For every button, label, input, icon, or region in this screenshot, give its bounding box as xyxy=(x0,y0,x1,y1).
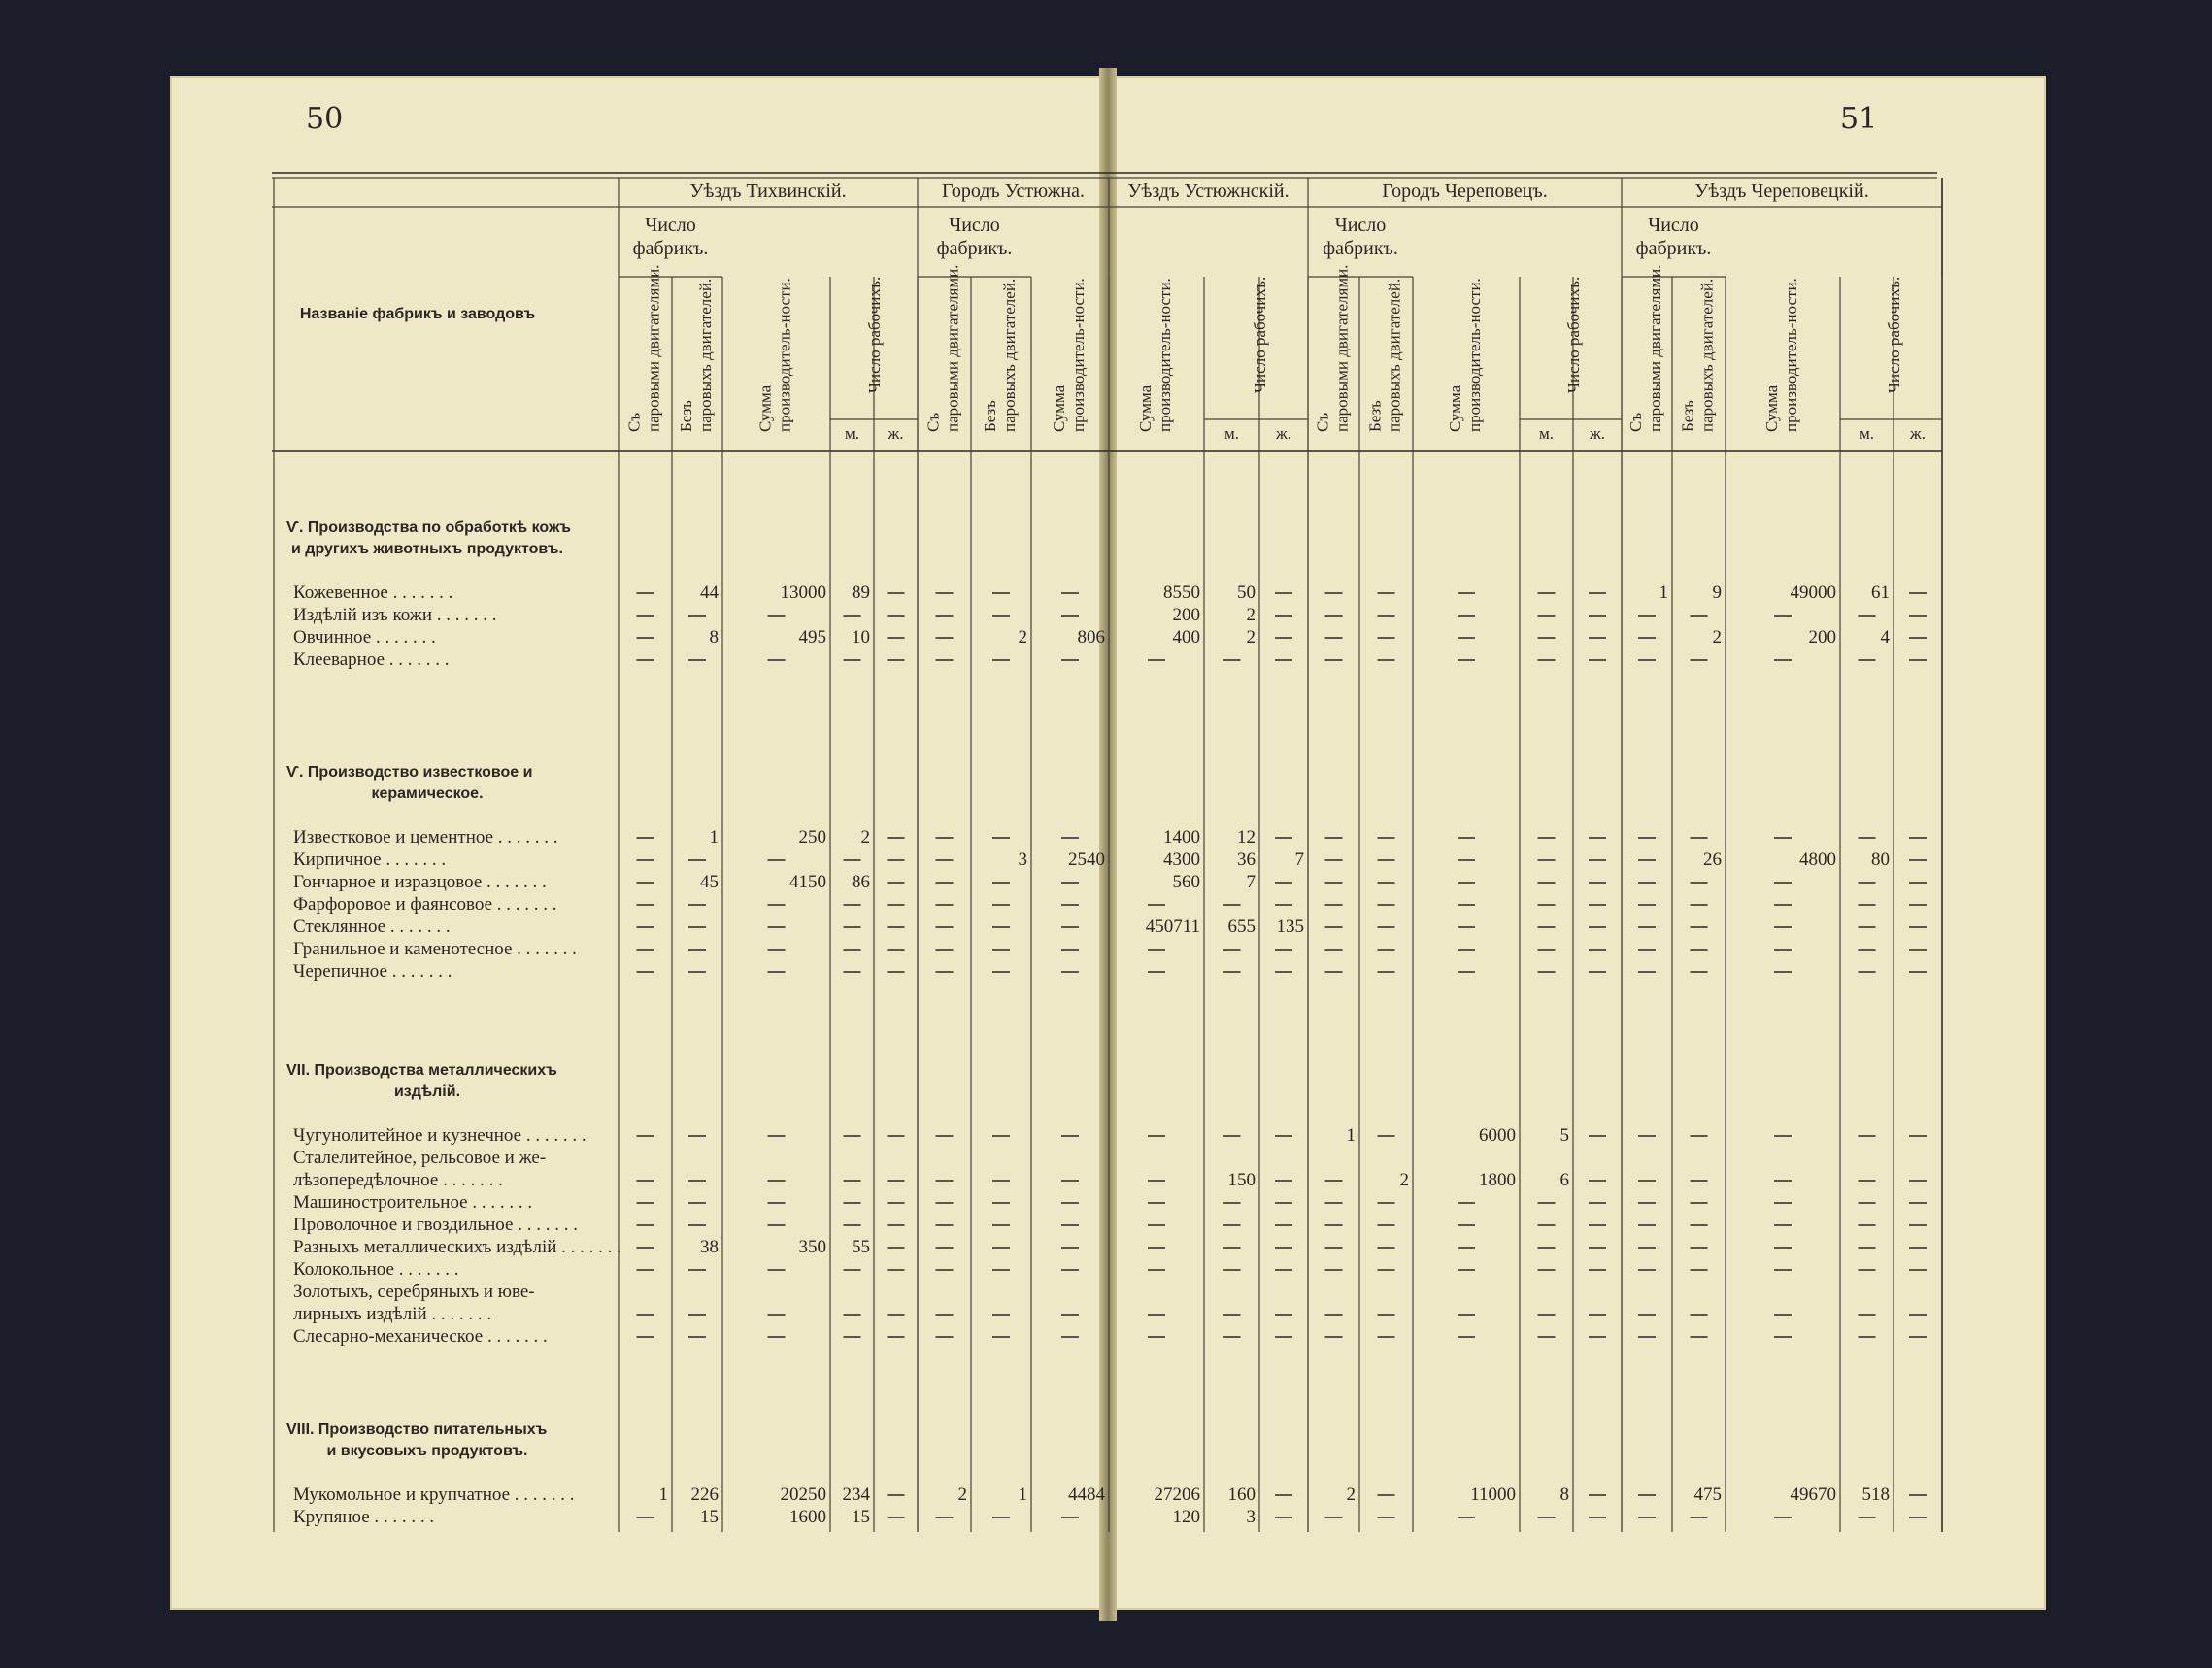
table-cell: 2540 xyxy=(1068,850,1105,870)
row-label: Сталелитейное, рельсовое и же- xyxy=(293,1148,547,1168)
row-label: Издѣлій изъ кожи . . . . . . . xyxy=(293,605,497,625)
table-cell: 4300 xyxy=(1163,850,1200,870)
row-label: Черепичное . . . . . . . xyxy=(293,961,452,982)
table-cell: 3 xyxy=(1246,1507,1256,1527)
no-steam-header: Безъ xyxy=(1365,400,1385,432)
table-cell: 8 xyxy=(1559,1485,1569,1505)
output-sum-header: производитель-ности. xyxy=(775,278,794,432)
row-label: Гранильное и каменотесное . . . . . . . xyxy=(293,939,577,959)
table-cell: 234 xyxy=(842,1485,870,1505)
steam-engines-header: Съ xyxy=(624,412,644,432)
table-cell: 400 xyxy=(1172,627,1200,648)
row-label: лирныхъ издѣлій . . . . . . . xyxy=(293,1304,492,1324)
table-cell: 200 xyxy=(1172,605,1200,625)
table-cell: 8 xyxy=(709,627,719,648)
table-cell: 10 xyxy=(852,627,870,648)
table-cell: 1 xyxy=(1018,1485,1027,1505)
men-header: м. xyxy=(1223,424,1240,443)
table-cell: 1 xyxy=(709,827,719,848)
group-header: Городъ Череповецъ. xyxy=(1382,181,1548,202)
table-cell: 15 xyxy=(852,1507,870,1527)
steam-engines-header: Съ xyxy=(1626,412,1645,432)
row-label: Колокольное . . . . . . . xyxy=(293,1259,459,1280)
table-cell: 2 xyxy=(860,827,870,848)
page-number-right: 51 xyxy=(1840,102,1878,136)
no-steam-header: паровыхъ двигателей. xyxy=(696,278,715,432)
men-header: м. xyxy=(1859,424,1875,443)
steam-engines-header: паровыми двигателями. xyxy=(644,264,663,432)
table-cell: 12 xyxy=(1237,827,1256,848)
section-title: издѣлій. xyxy=(393,1084,461,1100)
table-cell: 50 xyxy=(1237,583,1256,603)
steam-engines-header: Съ xyxy=(1313,412,1332,432)
table-cell: 6000 xyxy=(1479,1125,1516,1146)
table-cell: 135 xyxy=(1276,917,1304,937)
output-sum-header: Сумма xyxy=(1446,384,1464,432)
row-label: Проволочное и гвоздильное . . . . . . . xyxy=(293,1215,578,1235)
row-label: Клееварное . . . . . . . xyxy=(293,650,450,670)
steam-engines-header: паровыми двигателями. xyxy=(1646,264,1664,432)
table-cell: 5 xyxy=(1559,1125,1569,1146)
section-title: Ѵ. Производство известковое и xyxy=(286,764,533,781)
table-cell: 61 xyxy=(1871,583,1890,603)
table-cell: 2 xyxy=(1018,627,1027,648)
output-sum-header: производитель-ности. xyxy=(1069,278,1088,432)
table-cell: 150 xyxy=(1227,1170,1256,1190)
table-cell: 2 xyxy=(957,1485,967,1505)
factories-header: Число xyxy=(645,215,696,236)
table-cell: 120 xyxy=(1172,1507,1200,1527)
workers-header: Число рабочихъ. xyxy=(865,276,884,393)
workers-header: Число рабочихъ. xyxy=(1251,276,1269,393)
output-sum-header: Сумма xyxy=(1050,384,1068,432)
no-steam-header: паровыхъ двигателей. xyxy=(1385,278,1404,432)
table-cell: 1600 xyxy=(789,1507,826,1527)
no-steam-header: Безъ xyxy=(677,400,695,432)
no-steam-header: паровыхъ двигателей. xyxy=(1697,278,1717,432)
factories-header: фабрикъ. xyxy=(1635,238,1712,259)
table-cell: 1 xyxy=(658,1485,668,1505)
table-cell: 250 xyxy=(798,827,826,848)
row-label: Разныхъ металлическихъ издѣлій . . . . . . . xyxy=(293,1237,621,1257)
table-cell: 518 xyxy=(1861,1485,1890,1505)
table-cell: 560 xyxy=(1172,872,1200,892)
row-label: Овчинное . . . . . . . xyxy=(293,627,436,648)
name-column-header: Названіе фабрикъ и заводовъ xyxy=(299,306,536,322)
no-steam-header: Безъ xyxy=(1678,400,1697,432)
table-cell: 36 xyxy=(1237,850,1256,870)
section-title: и другихъ животныхъ продуктовъ. xyxy=(291,541,563,557)
group-header: Уѣздъ Тихвинскій. xyxy=(689,181,847,202)
output-sum-header: производитель-ности. xyxy=(1465,278,1484,432)
section-title: и вкусовыхъ продуктовъ. xyxy=(326,1443,528,1459)
table-cell: 9 xyxy=(1712,583,1722,603)
table-cell: 4150 xyxy=(789,872,826,892)
output-sum-header: Сумма xyxy=(1136,384,1155,432)
row-label: Золотыхъ, серебряныхъ и юве- xyxy=(293,1282,535,1302)
table-cell: 7 xyxy=(1246,872,1256,892)
table-cell: 7 xyxy=(1294,850,1304,870)
steam-engines-header: паровыми двигателями. xyxy=(1332,264,1352,432)
table-cell: 80 xyxy=(1871,850,1890,870)
table-cell: 226 xyxy=(690,1485,719,1505)
group-header: Уѣздъ Устюжнскій. xyxy=(1127,181,1290,202)
row-label: лѣзопередѣлочное . . . . . . . xyxy=(293,1170,503,1190)
men-header: м. xyxy=(844,424,860,443)
factories-header: Число xyxy=(949,215,1000,236)
women-header: ж. xyxy=(888,424,904,443)
section-title: Ѵ. Производства по обработкѣ кожъ xyxy=(286,519,571,536)
table-cell: 2 xyxy=(1399,1170,1409,1190)
table-cell: 45 xyxy=(700,872,719,892)
section-title: VIII. Производство питательныхъ xyxy=(286,1421,548,1438)
men-header: м. xyxy=(1538,424,1555,443)
table-cell: 4484 xyxy=(1068,1485,1105,1505)
table-cell: 200 xyxy=(1808,627,1836,648)
table-cell: 49000 xyxy=(1790,583,1836,603)
table-cell: 655 xyxy=(1227,917,1256,937)
output-sum-header: производитель-ности. xyxy=(1782,278,1800,432)
table-cell: 1400 xyxy=(1163,827,1200,848)
table-cell: 11000 xyxy=(1470,1485,1516,1505)
women-header: ж. xyxy=(1276,424,1291,443)
row-label: Кирпичное . . . . . . . xyxy=(293,850,447,870)
table-cell: 4800 xyxy=(1799,850,1836,870)
row-label: Крупяное . . . . . . . xyxy=(293,1507,435,1527)
group-header: Городъ Устюжна. xyxy=(942,181,1085,202)
group-header: Уѣздъ Череповецкій. xyxy=(1694,181,1869,202)
table-cell: 350 xyxy=(798,1237,826,1257)
table-cell: 495 xyxy=(798,627,826,648)
page-number-left: 50 xyxy=(306,102,344,136)
row-label: Мукомольное и крупчатное . . . . . . . xyxy=(293,1485,575,1505)
table-cell: 1 xyxy=(1346,1125,1356,1146)
row-label: Слесарно-механическое . . . . . . . xyxy=(293,1326,548,1347)
steam-engines-header: Съ xyxy=(923,412,943,432)
women-header: ж. xyxy=(1590,424,1605,443)
table-cell: 2 xyxy=(1246,627,1256,648)
table-cell: 26 xyxy=(1703,850,1722,870)
factories-header: фабрикъ. xyxy=(936,238,1013,259)
factories-header: Число xyxy=(1334,215,1387,236)
row-label: Машиностроительное . . . . . . . xyxy=(293,1192,533,1213)
table-cell: 44 xyxy=(700,583,719,603)
row-label: Кожевенное . . . . . . . xyxy=(293,583,453,603)
row-label: Чугунолитейное и кузнечное . . . . . . . xyxy=(293,1125,587,1146)
women-header: ж. xyxy=(1910,424,1926,443)
table-cell: 4 xyxy=(1880,627,1890,648)
section-title: VII. Производства металлическихъ xyxy=(286,1062,557,1079)
table-cell: 15 xyxy=(700,1507,719,1527)
table-cell: 13000 xyxy=(780,583,826,603)
output-sum-header: производитель-ности. xyxy=(1156,278,1174,432)
table-cell: 1 xyxy=(1659,583,1668,603)
workers-header: Число рабочихъ. xyxy=(1564,276,1583,393)
table-cell: 49670 xyxy=(1790,1485,1836,1505)
table-cell: 8550 xyxy=(1163,583,1200,603)
no-steam-header: паровыхъ двигателей. xyxy=(1000,278,1019,432)
table-cell: 475 xyxy=(1693,1485,1722,1505)
output-sum-header: Сумма xyxy=(755,384,775,432)
table-cell: 86 xyxy=(852,872,870,892)
table-cell: 3 xyxy=(1018,850,1027,870)
factories-header: фабрикъ. xyxy=(1323,238,1398,259)
table-cell: 27206 xyxy=(1154,1485,1200,1505)
table-cell: 1800 xyxy=(1479,1170,1516,1190)
table-cell: 55 xyxy=(852,1237,870,1257)
section-title: керамическое. xyxy=(371,785,484,802)
output-sum-header: Сумма xyxy=(1762,384,1781,432)
table-cell: 160 xyxy=(1227,1485,1256,1505)
table-cell: 20250 xyxy=(780,1485,826,1505)
row-label: Известковое и цементное . . . . . . . xyxy=(293,827,558,848)
table-cell: 38 xyxy=(700,1237,719,1257)
row-label: Стеклянное . . . . . . . xyxy=(293,917,451,937)
no-steam-header: Безъ xyxy=(981,400,999,432)
table-cell: 806 xyxy=(1077,627,1105,648)
workers-header: Число рабочихъ. xyxy=(1885,276,1903,393)
table-cell: 89 xyxy=(852,583,870,603)
steam-engines-header: паровыми двигателями. xyxy=(943,264,962,432)
table-cell: 6 xyxy=(1559,1170,1569,1190)
table-cell: 2 xyxy=(1246,605,1256,625)
table-cell: 2 xyxy=(1712,627,1722,648)
table-cell: 2 xyxy=(1346,1485,1356,1505)
factories-header: Число xyxy=(1648,215,1699,236)
factories-header: фабрикъ. xyxy=(632,238,709,259)
row-label: Гончарное и изразцовое . . . . . . . xyxy=(293,872,547,892)
row-label: Фарфоровое и фаянсовое . . . . . . . xyxy=(293,894,557,915)
table-cell: 450711 xyxy=(1145,917,1200,937)
